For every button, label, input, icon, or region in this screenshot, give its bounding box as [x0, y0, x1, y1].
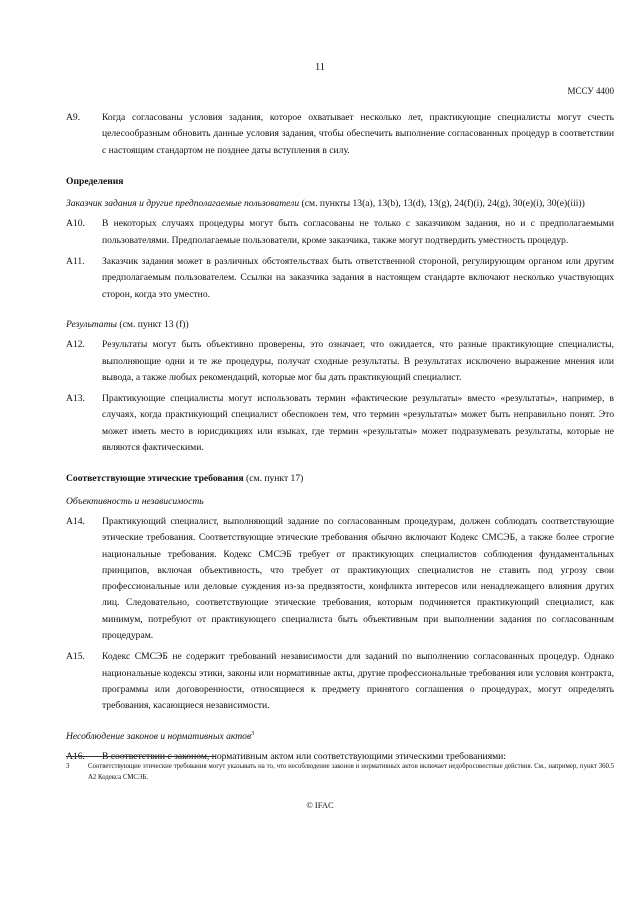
- document-code: МССУ 4400: [567, 86, 614, 96]
- subheading-reference: (см. пункты 13(a), 13(b), 13(d), 13(g), 24(f)(i), 24(g), 30(e)(i), 30(e)(iii)): [299, 198, 585, 210]
- paragraph-number: A10.: [66, 218, 85, 230]
- paragraph-number: A9.: [66, 112, 81, 123]
- footnote-reference[interactable]: 3: [251, 730, 255, 737]
- paragraph-text: Заказчик задания может в различных обстоятельствах быть ответственной стороной, регулирующим органом или другим предполагаемым пользователем. Ссылки на заказчика задания в настоящем стандарте включают несколько участвующих сторон, когда это уместно.: [102, 256, 614, 300]
- paragraph-a9: [66, 110, 614, 159]
- paragraph-number: A15.: [66, 651, 85, 663]
- subheading-noncompliance: [66, 729, 614, 745]
- subheading-findings: [66, 317, 614, 333]
- subheading-engaging-party: [66, 196, 614, 212]
- paragraph-text: Практикующий специалист, выполняющий задание по согласованным процедурам, должен соблюдать соответствующие этические требования. Соответствующие этические требования обычно включают Кодекс СМСЭБ, а также более строгие национальные требования. Кодекс СМСЭБ требует от практикующих специалистов соблюдения фундаментальных принципов, включая объективность, что требует от практикующих специалистов не ставить под угрозу свои профессиональные или деловые суждения из-за предвзятости, конфликта интересов или ненадлежащего влияния других лиц. Следовательно, соответствующие этические требования, которым подчиняется практикующий специалист, как минимум, потребуют от практикующего специалиста быть объективным при выполнении задания по согласованным процедурам.: [102, 515, 614, 642]
- paragraph-a15: [66, 649, 614, 714]
- paragraph-a12: [66, 337, 614, 386]
- paragraph-number: A11.: [66, 256, 85, 268]
- document-body: [66, 110, 614, 765]
- paragraph-a14: [66, 514, 614, 644]
- paragraph-a13: [66, 391, 614, 456]
- paragraph-a11: [66, 254, 614, 303]
- footnote: [66, 761, 614, 783]
- subheading-reference: (см. пункт 13 (f)): [117, 318, 189, 330]
- paragraph-text: Результаты могут быть объективно проверены, это означает, что ожидается, что разные практикующие специалисты, выполняющие одни и те же процедуры, получат сходные результаты. В результатах исключено выражение мнения или вывода, а также любых рекомендаций, которые мог бы дать практикующий специалист.: [102, 339, 614, 383]
- paragraph-text: В соответствии с законом, нормативным актом или соответствующими этическими требованиями:: [102, 750, 506, 762]
- subheading-title: Заказчик задания и другие предполагаемые пользователи: [66, 198, 300, 210]
- paragraph-number: A12.: [66, 339, 85, 351]
- subheading-title: Несоблюдение законов и нормативных актов: [66, 730, 252, 742]
- paragraph-text: В некоторых случаях процедуры могут быть согласованы не только с заказчиком задания, но и с предполагаемыми пользователями. Предполагаемые пользователи, кроме заказчика, также могут подтвердить уместность процедур.: [102, 218, 614, 246]
- paragraph-number: A14.: [66, 515, 85, 527]
- footnote-divider: [66, 756, 216, 757]
- heading-definitions: Определения: [66, 175, 124, 187]
- paragraph-text: Кодекс СМСЭБ не содержит требований независимости для заданий по выполнению согласованных процедур. Однако национальные кодексы этики, законы или нормативные акты, другие профессиональные требования или условия контракта, программы или договоренности, относящиеся к предмету принятого соглашения о процедурах, могут определять требования, касающиеся независимости.: [102, 651, 614, 712]
- paragraph-number: A13.: [66, 393, 85, 405]
- heading-reference: (см. пункт 17): [243, 473, 304, 485]
- paragraph-text: Практикующие специалисты могут использовать термин «фактические результаты» вместо «результаты», например, в случаях, когда практикующий специалист обеспокоен тем, что термин «результаты» может быть неправильно понят. Это может иметь место в юрисдикциях или языках, где термин «результаты» может подразумевать результаты, которые не являются фактическими.: [102, 393, 614, 454]
- footer-copyright: © IFAC: [306, 800, 334, 810]
- paragraph-a10: [66, 216, 614, 249]
- subheading-title: Результаты: [66, 318, 118, 330]
- heading-title: Соответствующие этические требования: [66, 473, 244, 485]
- subheading-objectivity: Объективность и независимость: [66, 495, 204, 507]
- paragraph-text: Когда согласованы условия задания, которое охватывает несколько лет, практикующие специалисты могут счесть целесообразным обновить данные условия задания, чтобы обеспечить выполнение согласованных процедур в соответствии с настоящим стандартом не позднее даты вступления в силу.: [102, 112, 614, 156]
- page-number: 11: [314, 62, 326, 73]
- heading-ethics: [66, 471, 614, 487]
- footnote-number: 3: [66, 763, 70, 770]
- footnote-text: Соответствующие этические требования могут указывать на то, что несоблюдение законов и нормативных актов включает недобросовестные действия. См., например, пункт 360.5 A2 Кодекса СМСЭБ.: [88, 763, 614, 781]
- paragraph-number: A16.: [66, 750, 85, 762]
